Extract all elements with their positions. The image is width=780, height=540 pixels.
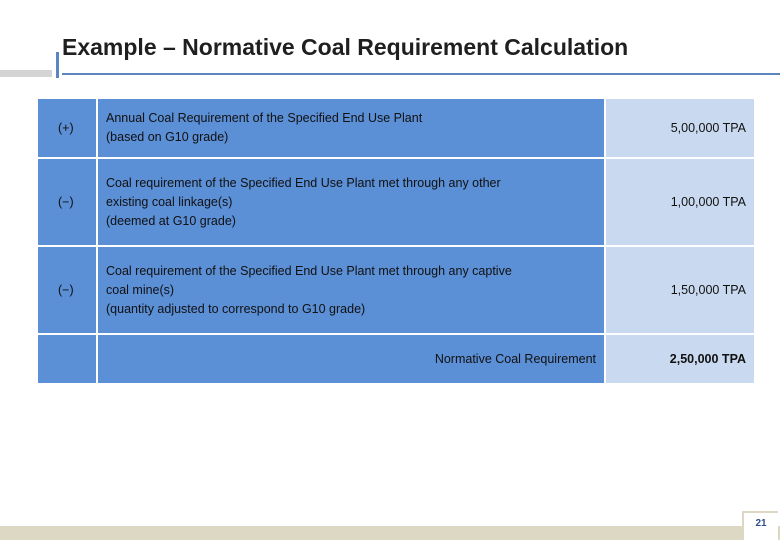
row-description — [97, 98, 605, 158]
page-number: 21 — [755, 518, 767, 529]
table-row — [37, 98, 755, 158]
row-sign: (−) — [37, 246, 97, 334]
title-rule-right — [62, 73, 780, 75]
description-line: (based on G10 grade) — [106, 130, 229, 144]
description-line: existing coal linkage(s) — [106, 194, 233, 209]
description-line: (deemed at G10 grade) — [106, 213, 236, 228]
description-line: (quantity adjusted to correspond to G10 grade) — [106, 301, 366, 316]
description-line: Coal requirement of the Specified End Use Plant met through any captive — [106, 263, 512, 278]
row-quantity: 1,50,000 TPA — [605, 246, 755, 334]
table-row — [37, 246, 755, 334]
slide-title: Example – Normative Coal Requirement Calculation — [62, 34, 629, 60]
footer-bar — [0, 526, 780, 540]
title-rule-left — [0, 70, 52, 77]
total-sign-cell — [37, 334, 97, 384]
calculation-table — [36, 97, 756, 385]
row-description — [97, 158, 605, 246]
total-row — [37, 334, 755, 384]
row-sign: (+) — [37, 98, 97, 158]
row-quantity: 1,00,000 TPA — [605, 158, 755, 246]
row-sign: (−) — [37, 158, 97, 246]
description-line: coal mine(s) — [106, 282, 175, 297]
total-quantity: 2,50,000 TPA — [605, 334, 755, 384]
description-line: Annual Coal Requirement of the Specified End Use Plant — [106, 111, 423, 125]
title-rule-vertical — [56, 52, 59, 78]
table-row — [37, 158, 755, 246]
description-line: Coal requirement of the Specified End Use Plant met through any other — [106, 175, 501, 190]
page-number-box — [742, 511, 778, 540]
row-quantity: 5,00,000 TPA — [605, 98, 755, 158]
row-description — [97, 246, 605, 334]
total-label: Normative Coal Requirement — [97, 334, 605, 384]
